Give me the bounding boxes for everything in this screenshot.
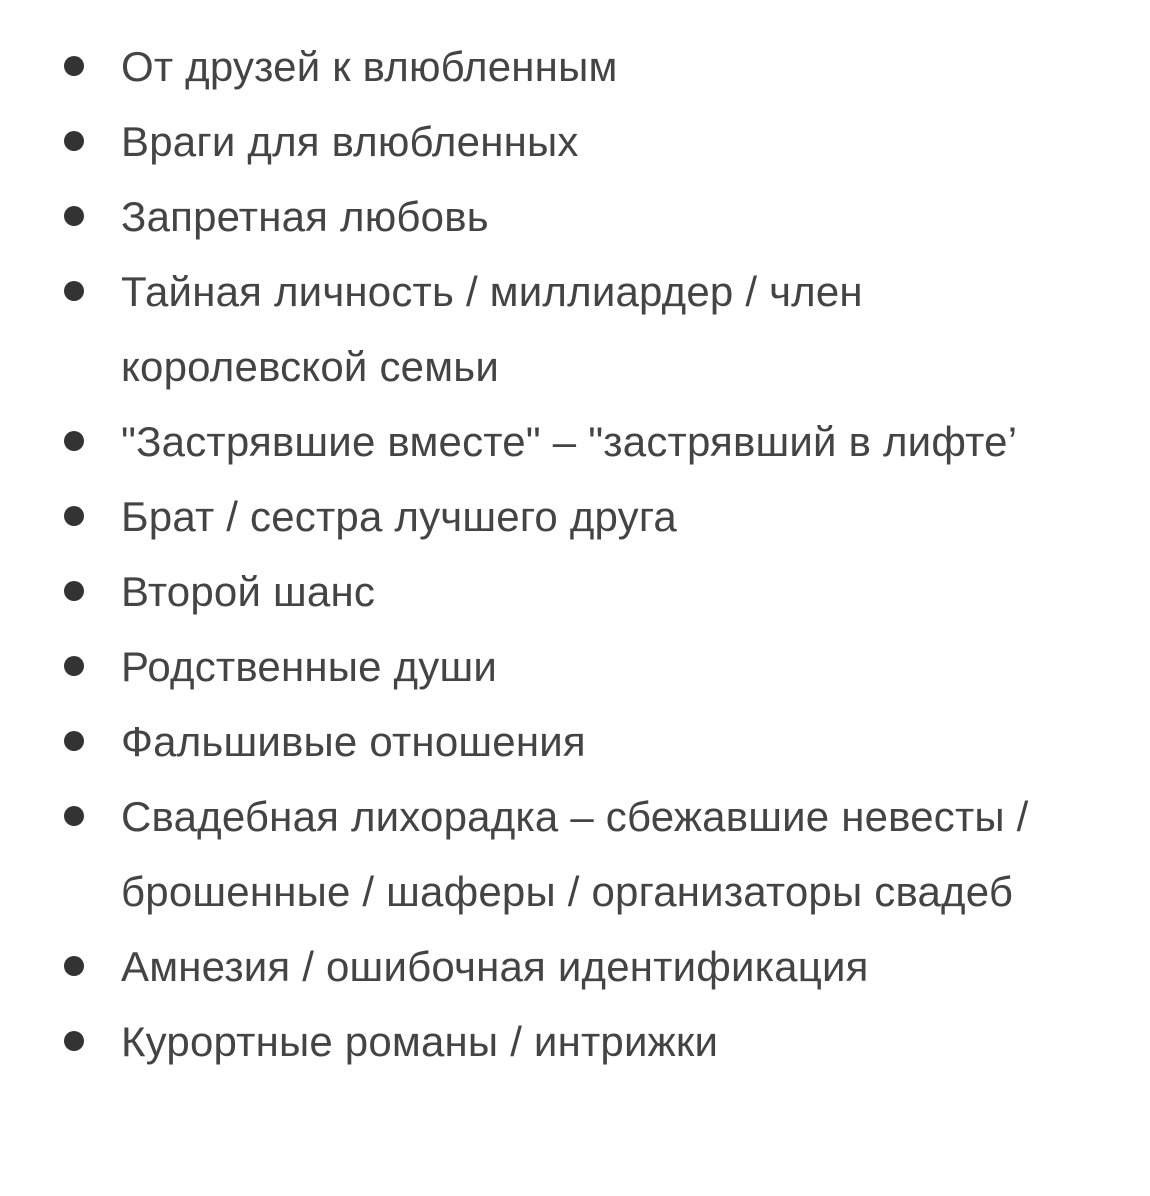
list-item-text: Свадебная лихорадка – сбежавшие невесты / брошенные / шаферы / организаторы свадеб xyxy=(121,793,1029,915)
list-item-text: Второй шанс xyxy=(121,568,376,615)
list-item-text: Курортные романы / интрижки xyxy=(121,1018,719,1065)
list-item xyxy=(0,404,1150,479)
list-item-text: Родственные души xyxy=(121,643,498,690)
bullet-icon xyxy=(64,1031,84,1051)
list-item-text: От друзей к влюбленным xyxy=(121,43,618,90)
list-item xyxy=(0,629,1150,704)
list-item-text: Враги для влюбленных xyxy=(121,118,579,165)
list-item xyxy=(0,1004,1150,1079)
list-item xyxy=(0,179,1150,254)
bullet-icon xyxy=(64,731,84,751)
list-item-text: Брат / сестра лучшего друга xyxy=(121,493,677,540)
bullet-icon xyxy=(64,56,84,76)
bullet-icon xyxy=(64,131,84,151)
list-item-text: Тайная личность / миллиардер / член королевской семьи xyxy=(121,268,863,390)
bullet-icon xyxy=(64,581,84,601)
list-item xyxy=(0,704,1150,779)
list-item xyxy=(0,929,1150,1004)
bullet-icon xyxy=(64,956,84,976)
bullet-icon xyxy=(64,506,84,526)
list-item xyxy=(0,254,1150,404)
bullet-icon xyxy=(64,431,84,451)
list-item-text: "Застрявшие вместе" – "застрявший в лифте’ xyxy=(121,418,1018,465)
list-item-text: Фальшивые отношения xyxy=(121,718,586,765)
bullet-icon xyxy=(64,206,84,226)
bullet-icon xyxy=(64,806,84,826)
bullet-icon xyxy=(64,656,84,676)
trope-list xyxy=(0,29,1150,1079)
list-item xyxy=(0,29,1150,104)
list-item xyxy=(0,104,1150,179)
list-item xyxy=(0,554,1150,629)
list-item-text: Амнезия / ошибочная идентификация xyxy=(121,943,869,990)
list-item-text: Запретная любовь xyxy=(121,193,489,240)
bullet-icon xyxy=(64,281,84,301)
list-item xyxy=(0,479,1150,554)
list-item xyxy=(0,779,1150,929)
